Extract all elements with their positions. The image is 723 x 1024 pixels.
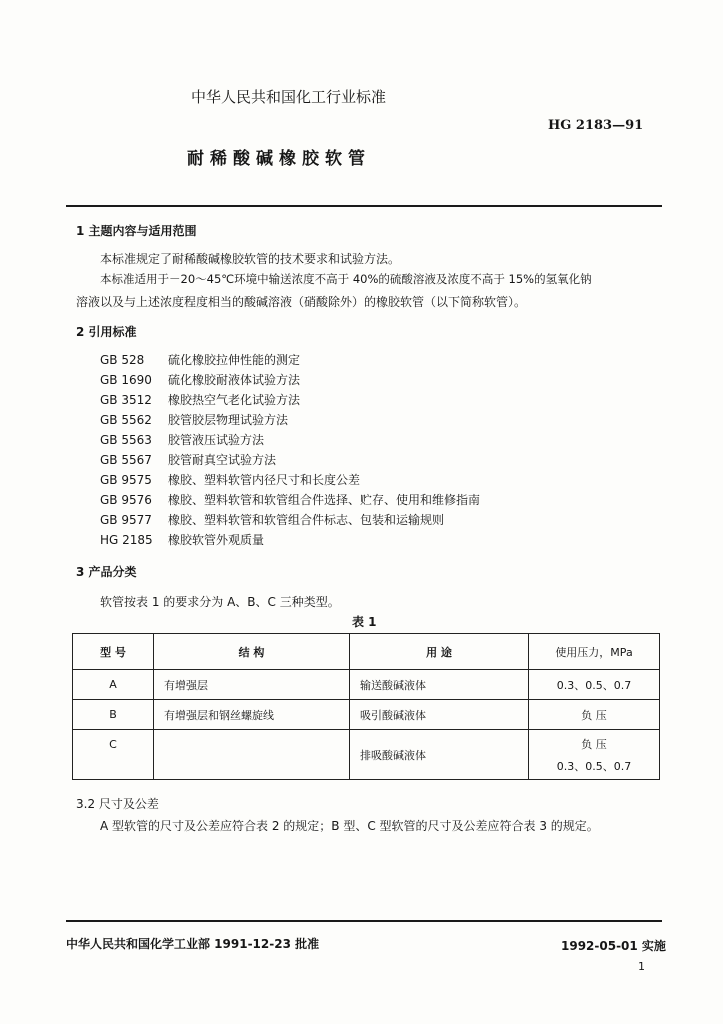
cell-pressure: 负 压	[529, 700, 660, 730]
col-header-structure: 结 构	[154, 634, 350, 670]
col-header-pressure: 使用压力，MPa	[529, 634, 660, 670]
reference-item	[100, 351, 300, 368]
cell-use: 输送酸碱液体	[350, 670, 529, 700]
cell-type: C	[73, 730, 154, 780]
reference-title: 胶管耐真空试验方法	[168, 453, 277, 467]
approval-line: 中华人民共和国化学工业部 1991-12-23 批准	[66, 937, 320, 951]
section-3-intro: 软管按表 1 的要求分为 A、B、C 三种类型。	[100, 595, 340, 609]
table-header-row	[73, 634, 660, 670]
reference-title: 胶管液压试验方法	[168, 433, 265, 447]
reference-code: GB 3512	[100, 393, 152, 407]
cell-pressure: 0.3、0.5、0.7	[529, 670, 660, 700]
section-1-heading: 1 主题内容与适用范围	[76, 224, 197, 238]
section-1-para-2-line-1: 本标准适用于－20～45℃环境中输送浓度不高于 40%的硫酸溶液及浓度不高于 15%的氢氧化钠	[100, 272, 592, 286]
subsection-3-2-text: A 型软管的尺寸及公差应符合表 2 的规定；B 型、C 型软管的尺寸及公差应符合表 3 的规定。	[100, 819, 599, 833]
reference-title: 胶管胶层物理试验方法	[168, 413, 289, 427]
reference-title: 硫化橡胶耐液体试验方法	[168, 373, 301, 387]
cell-structure	[154, 730, 350, 780]
cell-pressure	[529, 730, 660, 780]
reference-item	[100, 491, 480, 508]
reference-title: 硫化橡胶拉伸性能的测定	[168, 353, 301, 367]
document-title: 耐稀酸碱橡胶软管	[187, 149, 371, 169]
reference-code: GB 5563	[100, 433, 152, 447]
table-1-caption: 表 1	[352, 615, 377, 629]
footer-rule	[66, 920, 662, 922]
table-1	[72, 633, 660, 780]
reference-code: GB 9576	[100, 493, 152, 507]
reference-title: 橡胶、塑料软管内径尺寸和长度公差	[168, 473, 361, 487]
cell-pressure-line: 负 压	[581, 737, 607, 751]
reference-item	[100, 511, 444, 528]
reference-item	[100, 531, 264, 548]
reference-item	[100, 451, 276, 468]
cell-use: 排吸酸碱液体	[350, 730, 529, 780]
cell-use: 吸引酸碱液体	[350, 700, 529, 730]
issuing-agency: 中华人民共和国化工行业标准	[191, 88, 387, 106]
implementation-date: 1992-05-01 实施	[561, 939, 666, 953]
reference-title: 橡胶热空气老化试验方法	[168, 393, 301, 407]
section-1-para-1: 本标准规定了耐稀酸碱橡胶软管的技术要求和试验方法。	[100, 252, 401, 266]
page-number: 1	[638, 960, 645, 973]
standard-number: HG 2183—91	[548, 118, 644, 133]
cell-pressure-line: 0.3、0.5、0.7	[556, 759, 632, 773]
reference-item	[100, 431, 264, 448]
table-row	[73, 670, 660, 700]
section-3-heading: 3 产品分类	[76, 565, 137, 579]
reference-title: 橡胶、塑料软管和软管组合件选择、贮存、使用和维修指南	[168, 493, 481, 507]
reference-item	[100, 391, 300, 408]
cell-type: A	[73, 670, 154, 700]
reference-code: HG 2185	[100, 533, 153, 547]
table-row	[73, 700, 660, 730]
reference-code: GB 5562	[100, 413, 152, 427]
reference-title: 橡胶软管外观质量	[168, 533, 265, 547]
reference-item	[100, 411, 288, 428]
reference-code: GB 1690	[100, 373, 152, 387]
reference-item	[100, 471, 360, 488]
subsection-3-2-heading: 3.2 尺寸及公差	[76, 797, 159, 811]
reference-item	[100, 371, 300, 388]
col-header-type: 型 号	[73, 634, 154, 670]
reference-code: GB 5567	[100, 453, 152, 467]
col-header-use: 用 途	[350, 634, 529, 670]
cell-type: B	[73, 700, 154, 730]
section-2-heading: 2 引用标准	[76, 325, 137, 339]
section-1-para-2-line-2: 溶液以及与上述浓度程度相当的酸碱溶液（硝酸除外）的橡胶软管（以下简称软管）。	[76, 295, 527, 309]
reference-code: GB 9577	[100, 513, 152, 527]
header-rule	[66, 205, 662, 207]
reference-code: GB 528	[100, 353, 145, 367]
cell-structure: 有增强层和钢丝螺旋线	[154, 700, 350, 730]
reference-code: GB 9575	[100, 473, 152, 487]
cell-structure: 有增强层	[154, 670, 350, 700]
table-row	[73, 730, 660, 780]
reference-title: 橡胶、塑料软管和软管组合件标志、包装和运输规则	[168, 513, 445, 527]
